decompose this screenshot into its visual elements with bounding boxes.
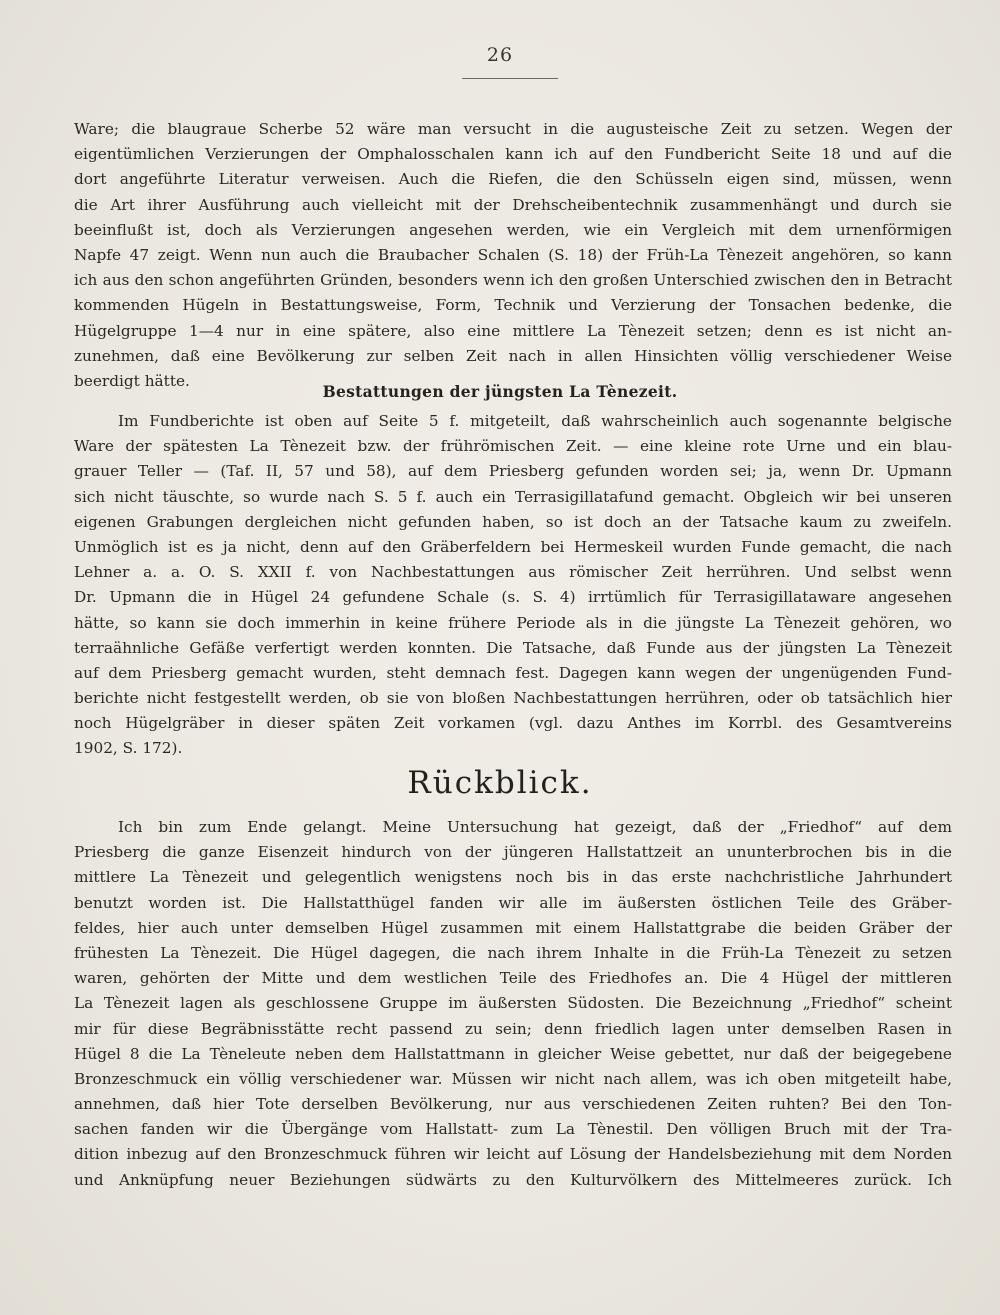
text-line: feldes, hier auch unter demselben Hügel zusammen mit einem Hallstattgrabe die beiden Gräber der: [74, 918, 952, 937]
text-line: ich aus den schon angeführten Gründen, besonders wenn ich den großen Unterschied zwischen den in Betracht: [74, 271, 952, 290]
text-line: waren, gehörten der Mitte und dem westlichen Teile des Friedhofes an. Die 4 Hügel der mittleren: [74, 969, 952, 988]
text-line: terraähnliche Gefäße verfertigt werden konnten. Die Tatsache, daß Funde aus der jüngsten La Tènezeit: [74, 638, 952, 657]
text-line: grauer Teller — (Taf. II, 57 und 58), auf dem Priesberg gefunden worden sei; ja, wenn Dr. Upmann: [74, 462, 952, 481]
text-line: zunehmen, daß eine Bevölkerung zur selben Zeit nach in allen Hinsichten völlig verschiedener Weise: [74, 346, 952, 365]
text-line: eigentümlichen Verzierungen der Omphalosschalen kann ich auf den Fundbericht Seite 18 und auf die: [74, 145, 952, 164]
text-line: benutzt worden ist. Die Hallstatthügel fanden wir alle im äußersten östlichen Teile des Gräber-: [74, 893, 952, 912]
text-line: und Anknüpfung neuer Beziehungen südwärts zu den Kulturvölkern des Mittelmeeres zurück. Ich: [74, 1170, 952, 1189]
text-line: Napfe 47 zeigt. Wenn nun auch die Braubacher Schalen (S. 18) der Früh-La Tènezeit angehören, so kann: [74, 245, 952, 264]
text-line: Ware der spätesten La Tènezeit bzw. der frührömischen Zeit. — eine kleine rote Urne und ein blau-: [74, 437, 952, 456]
page-number-rule: [462, 78, 558, 79]
text-line: Unmöglich ist es ja nicht, denn auf den Gräberfeldern bei Hermeskeil wurden Funde gemacht, die nach: [74, 537, 952, 556]
section-heading: Bestattungen der jüngsten La Tènezeit.: [322, 382, 678, 401]
text-line: Hügelgruppe 1—4 nur in eine spätere, also eine mittlere La Tènezeit setzen; denn es ist nicht an-: [74, 321, 952, 340]
text-line: beeinflußt ist, doch als Verzierungen angesehen werden, wie ein Vergleich mit dem urnenförmigen: [74, 220, 952, 239]
text-line: dition inbezug auf den Bronzeschmuck führen wir leicht auf Lösung der Handelsbeziehung mit dem Norden: [74, 1145, 952, 1164]
text-line: Ich bin zum Ende gelangt. Meine Untersuchung hat gezeigt, daß der „Friedhof“ auf dem: [118, 818, 952, 836]
text-line: Im Fundberichte ist oben auf Seite 5 f. mitgeteilt, daß wahrscheinlich auch sogenannte belgische: [118, 412, 952, 430]
text-line: Ware; die blaugraue Scherbe 52 wäre man versucht in die augusteische Zeit zu setzen. Wegen der: [74, 120, 952, 138]
paragraph-continuation: [74, 117, 952, 394]
text-line: beerdigt hätte.: [74, 371, 190, 390]
text-line: noch Hügelgräber in dieser späten Zeit vorkamen (vgl. dazu Anthes im Korrbl. des Gesamtvereins: [74, 714, 952, 733]
text-line: mir für diese Begräbnisstätte recht passend zu sein; denn friedlich lagen unter demselben Rasen in: [74, 1019, 952, 1038]
text-line: hätte, so kann sie doch immerhin in keine frühere Periode als in die jüngste La Tènezeit gehören, wo: [74, 613, 952, 632]
chapter-heading: Rückblick.: [407, 765, 593, 801]
text-line: Priesberg die ganze Eisenzeit hindurch von der jüngeren Hallstattzeit an ununterbrochen bis in die: [74, 843, 952, 862]
text-line: sachen fanden wir die Übergänge vom Hallstatt- zum La Tènestil. Den völligen Bruch mit der Tra-: [74, 1120, 952, 1139]
text-line: La Tènezeit lagen als geschlossene Gruppe im äußersten Südosten. Die Bezeichnung „Friedhof“ scheint: [74, 994, 952, 1013]
text-line: Hügel 8 die La Tèneleute neben dem Hallstattmann in gleicher Weise gebettet, nur daß der beigegebene: [74, 1044, 952, 1063]
text-line: mittlere La Tènezeit und gelegentlich wenigstens noch bis in das erste nachchristliche Jahrhundert: [74, 868, 952, 887]
text-line: frühesten La Tènezeit. Die Hügel dagegen, die nach ihrem Inhalte in die Früh-La Tènezeit zu setzen: [74, 943, 952, 962]
text-line: Dr. Upmann die in Hügel 24 gefundene Schale (s. S. 4) irrtümlich für Terrasigillataware angesehen: [74, 588, 952, 607]
text-line: 1902, S. 172).: [74, 739, 183, 758]
text-line: kommenden Hügeln in Bestattungsweise, Form, Technik und Verzierung der Tonsachen bedenke, die: [74, 296, 952, 315]
text-line: sich nicht täuschte, so wurde nach S. 5 f. auch ein Terrasigillatafund gemacht. Obgleich wir bei unseren: [74, 487, 952, 506]
text-line: Bronzeschmuck ein völlig verschiedener war. Müssen wir nicht nach allem, was ich oben mitgeteilt habe,: [74, 1069, 952, 1088]
text-line: Lehner a. a. O. S. XXII f. von Nachbestattungen aus römischer Zeit herrühren. Und selbst wenn: [74, 563, 952, 582]
paragraph-latest-la-tene: [74, 409, 952, 762]
page-number: 26: [486, 44, 514, 66]
text-line: auf dem Priesberg gemacht wurden, steht demnach fest. Dagegen kann wegen der ungenügenden Fund-: [74, 663, 952, 682]
paragraph-review: [74, 815, 952, 1193]
text-line: dort angeführte Literatur verweisen. Auch die Riefen, die den Schüsseln eigen sind, müssen, wenn: [74, 170, 952, 189]
text-line: eigenen Grabungen dergleichen nicht gefunden haben, so ist doch an der Tatsache kaum zu zweifeln.: [74, 512, 952, 531]
text-line: annehmen, daß hier Tote derselben Bevölkerung, nur aus verschiedenen Zeiten ruhten? Bei den Ton-: [74, 1095, 952, 1114]
text-line: berichte nicht festgestellt werden, ob sie von bloßen Nachbestattungen herrühren, oder ob tatsächlich hier: [74, 689, 952, 708]
text-line: die Art ihrer Ausführung auch vielleicht mit der Drehscheibentechnik zusammenhängt und durch sie: [74, 195, 952, 214]
